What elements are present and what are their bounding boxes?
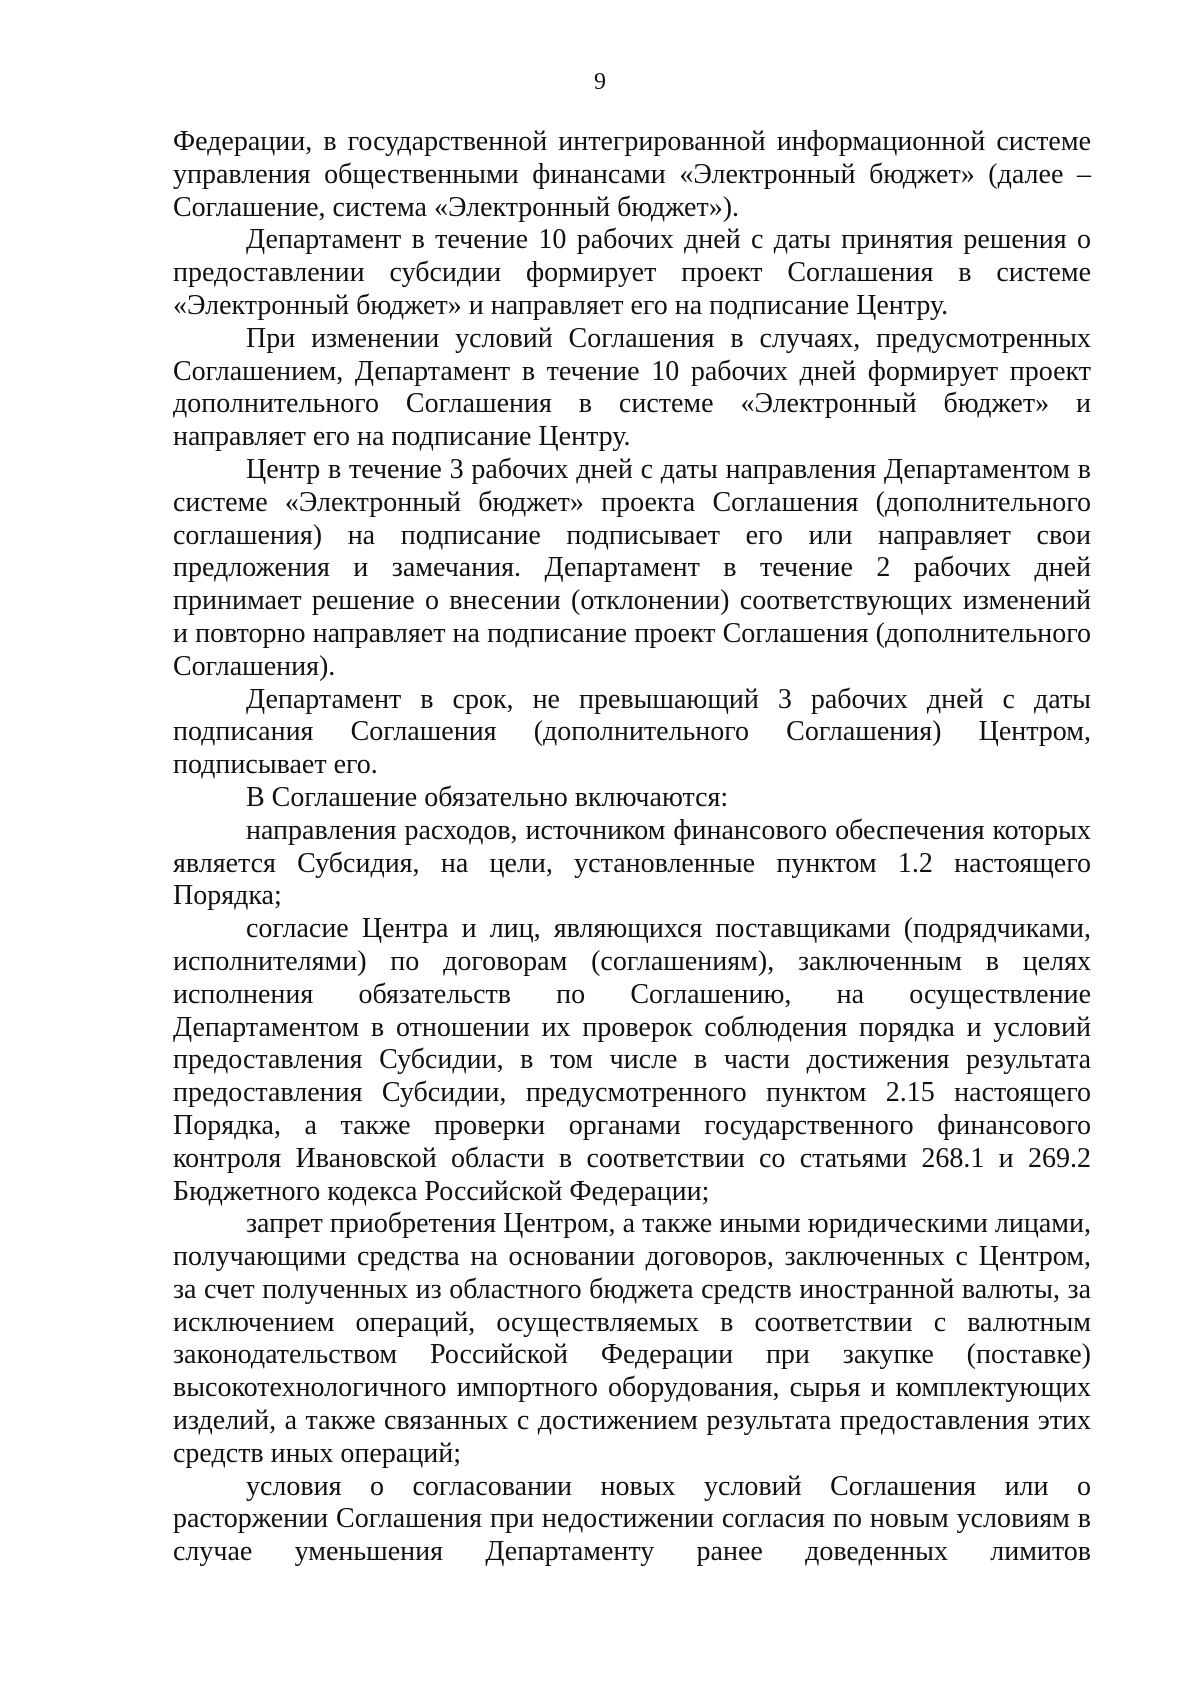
paragraph-center-signing: Центр в течение 3 рабочих дней с даты направления Департаментом в системе «Электронный бюджет» проекта Соглашения (дополнительного соглашения) на подписание подписывает его или направляет свои предложения и замечания. Департамент в течение 2 рабочих дней принимает решение о внесении (отклонении) соответствующих изменений и повторно направляет на подписание проект Соглашения (дополнительного Соглашения). bbox=[173, 453, 1091, 682]
document-body bbox=[173, 126, 1091, 1569]
paragraph-continued-from-previous-page: Федерации, в государственной интегрированной информационной системе управления общественными финансами «Электронный бюджет» (далее – Соглашение, система «Электронный бюджет»). bbox=[173, 126, 1091, 223]
paragraph-agreement-changes: При изменении условий Соглашения в случаях, предусмотренных Соглашением, Департамент в течение 10 рабочих дней формирует проект дополнительного Соглашения в системе «Электронный бюджет» и направляет его на подписание Центру. bbox=[173, 322, 1091, 453]
list-item-expense-directions: направления расходов, источником финансового обеспечения которых является Субсидия, на цели, установленные пунктом 1.2 настоящего Порядка; bbox=[173, 814, 1091, 912]
list-item-currency-prohibition: запрет приобретения Центром, а также иными юридическими лицами, получающими средства на основании договоров, заключенных с Центром, за счет полученных из областного бюджета средств иностранной валюты, за исключением операций, осуществляемых в соответствии с валютным законодательством Российской Федерации при закупке (поставке) высокотехнологичного импортного оборудования, сырья и комплектующих изделий, а также связанных с достижением результата предоставления этих средств иных операций; bbox=[173, 1208, 1091, 1469]
paragraph-department-signing: Департамент в срок, не превышающий 3 рабочих дней с даты подписания Соглашения (дополнительного Соглашения) Центром, подписывает его. bbox=[173, 683, 1091, 781]
list-item-inspection-consent: согласие Центра и лиц, являющихся поставщиками (подрядчиками, исполнителями) по договорам (соглашениям), заключенным в целях исполнения обязательств по Соглашению, на осуществление Департаментом в отношении их проверок соблюдения порядка и условий предоставления Субсидии, в том числе в части достижения результата предоставления Субсидии, предусмотренного пунктом 2.15 настоящего Порядка, а также проверки органами государственного финансового контроля Ивановской области в соответствии со статьями 268.1 и 269.2 Бюджетного кодекса Российской Федерации; bbox=[173, 913, 1091, 1207]
paragraph-agreement-contents-intro: В Соглашение обязательно включаются: bbox=[246, 781, 729, 813]
page-number: 9 bbox=[594, 69, 606, 95]
paragraph-draft-agreement: Департамент в течение 10 рабочих дней с даты принятия решения о предоставлении субсидии формирует проект Соглашения в системе «Электронный бюджет» и направляет его на подписание Центру. bbox=[173, 224, 1091, 321]
list-item-new-conditions: условия о согласовании новых условий Соглашения или о расторжении Соглашения при недостижении согласия по новым условиям в случае уменьшения Департаменту ранее доведенных лимитов bbox=[173, 1470, 1091, 1568]
